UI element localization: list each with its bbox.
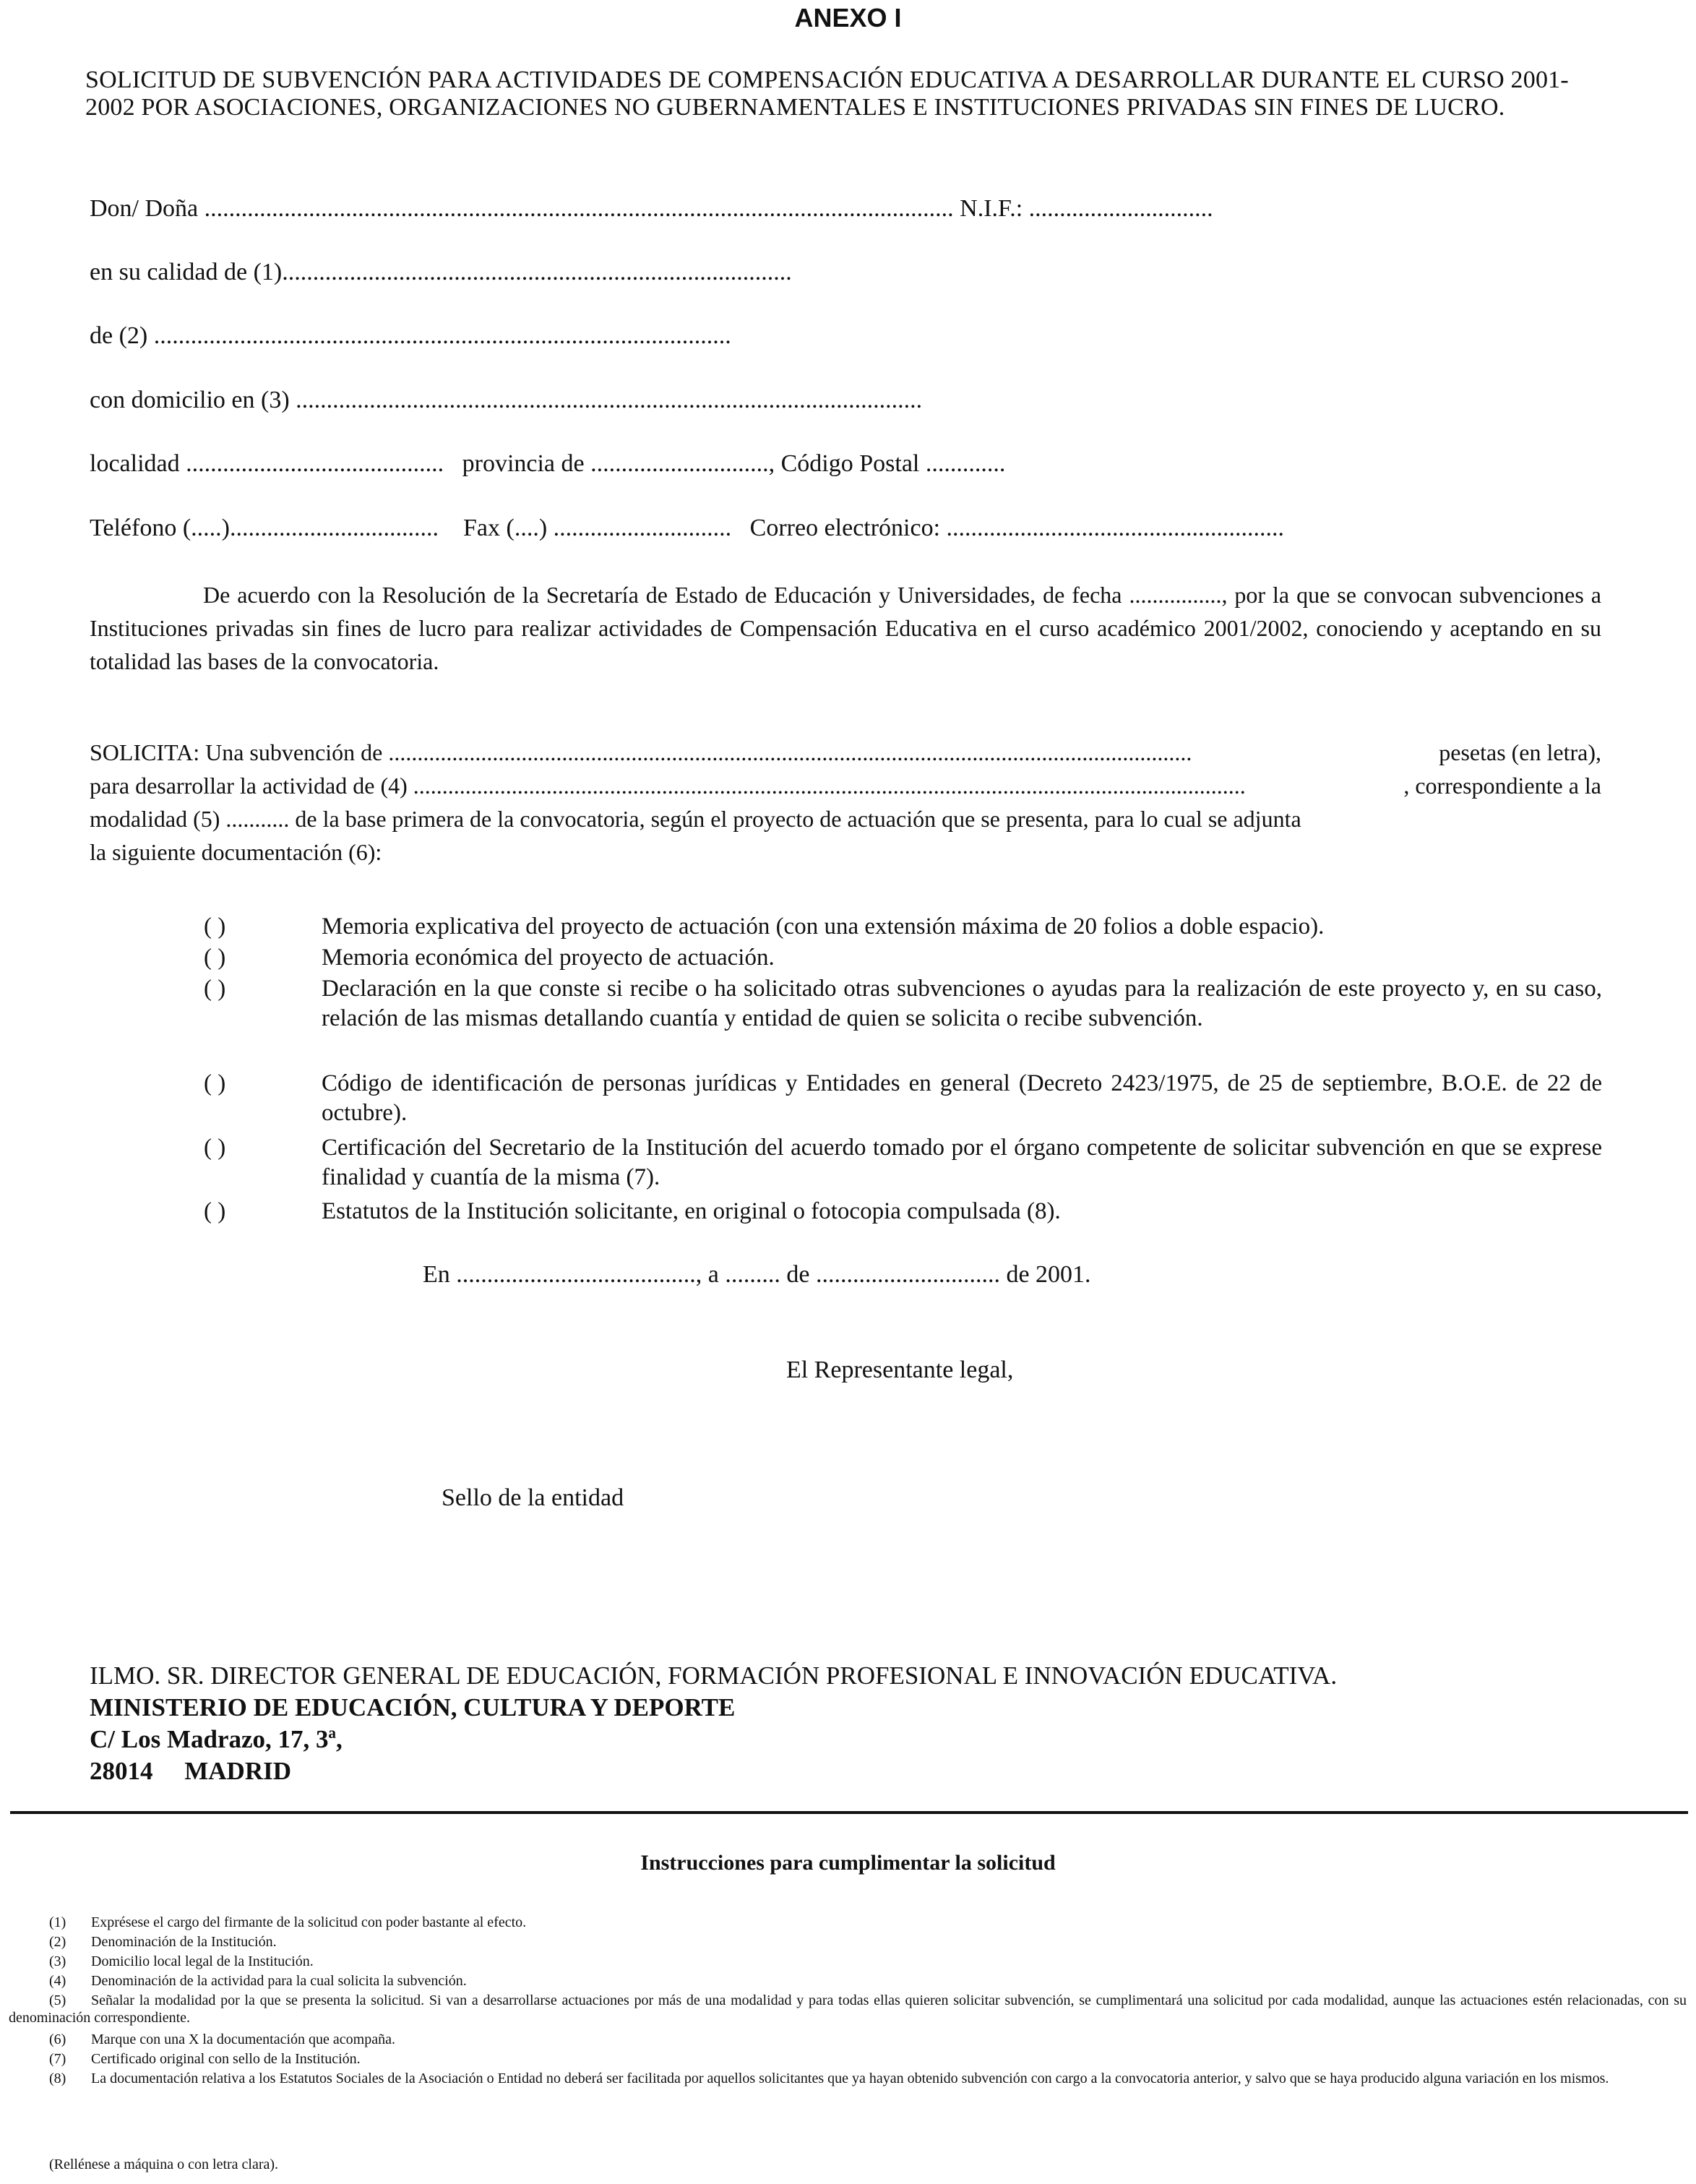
doc-checkbox[interactable]: ( ) [204,976,226,1002]
field-row-domicilio [90,387,922,414]
nif-label: N.I.F.: [960,195,1023,222]
telefono-label: Teléfono (.....) [90,515,230,541]
modalidad-rest-text: de la base primera de la convocatoria, según el proyecto de actuación que se presenta, para lo cual se adjunta [295,806,1301,832]
instruction-note [9,1953,1687,1970]
codigo-postal-field[interactable]: ............. [925,450,1006,477]
pesetas-label: pesetas (en letra), [1439,739,1601,765]
form-heading: SOLICITUD DE SUBVENCIÓN PARA ACTIVIDADES DE COMPENSACIÓN EDUCATIVA A DESARROLLAR DURANTE EL CURSO 2001-2002 POR ASOCIACIONES, ORGANIZACIONES NO GUBERNAMENTALES E INSTITUCIONES PRIVADAS SIN FINES DE LUCRO. [85,66,1569,121]
note-number: (5) [49,1992,66,2008]
modalidad-field[interactable]: ........... [225,806,290,832]
address-postcode: 28014 [90,1757,153,1785]
fax-field[interactable]: ............................. [553,515,732,541]
note-text: Certificado original con sello de la Institución. [91,2051,361,2067]
instruction-note [9,2050,1687,2068]
note-number: (2) [49,1934,66,1950]
doc-text: Código de identificación de personas jurídicas y Entidades en general (Decreto 2423/1975, de 25 de septiembre, B.O.E. de 22 de octubre). [322,1070,1602,1126]
instruction-note [9,2031,1687,2048]
date-year-label: de 2001. [1006,1261,1091,1288]
note-number: (1) [49,1914,66,1930]
provincia-field[interactable]: ............................. [590,450,769,477]
date-en-label: En [423,1261,450,1288]
correo-label: Correo electrónico: [749,515,941,541]
solicita-block [90,736,1601,869]
date-line [423,1261,1091,1289]
desarrollar-label: para desarrollar la actividad de (4) [90,773,408,799]
de-label: de (2) [90,322,148,349]
field-row-de [90,322,731,350]
field-row-calidad [90,259,792,286]
annex-title: ANEXO I [794,3,902,33]
doc-text: Memoria explicativa del proyecto de actuación (con una extensión máxima de 20 folios a doble espacio). [322,913,1325,940]
note-number: (3) [49,1953,66,1969]
siguiente-documentacion-text: la siguiente documentación (6): [90,839,382,865]
doc-text: Certificación del Secretario de la Institución del acuerdo tomado por el órgano competente de solicitar subvención en que se exprese finalidad y cuantía de la misma (7). [322,1135,1602,1190]
note-number: (4) [49,1973,66,1989]
solicita-label: SOLICITA: [90,739,200,765]
doc-checkbox[interactable]: ( ) [204,1070,226,1096]
doc-checkbox[interactable]: ( ) [204,945,226,971]
doc-checkbox[interactable]: ( ) [204,1135,226,1161]
address-line-ministerio: MINISTERIO DE EDUCACIÓN, CULTURA Y DEPORTE [90,1693,736,1721]
modalidad-label: modalidad (5) [90,806,220,832]
doc-item-estatutos [204,1197,1602,1226]
instruction-note [9,1972,1687,1990]
address-city: MADRID [184,1757,292,1785]
note-text: Exprésese el cargo del firmante de la solicitud con poder bastante al efecto. [91,1914,527,1930]
don-dona-field[interactable]: .......................................................................................................................... [204,195,954,222]
sello-entidad: Sello de la entidad [442,1484,624,1511]
note-text: Domicilio local legal de la Institución. [91,1953,314,1969]
actividad-field[interactable]: ................................................................................................................................................ [413,773,1246,799]
instruction-note [9,1933,1687,1951]
instruction-note [9,1914,1687,1931]
doc-checkbox[interactable]: ( ) [204,1198,226,1224]
doc-item-codigo-identificacion [204,1069,1602,1128]
address-line-city [90,1756,291,1787]
una-subvencion-label: Una subvención de [205,739,383,765]
date-a-label: , a [695,1261,719,1288]
note-text: Denominación de la Institución. [91,1934,277,1950]
localidad-field[interactable]: .......................................... [186,450,444,477]
address-line-director: ILMO. SR. DIRECTOR GENERAL DE EDUCACIÓN, FORMACIÓN PROFESIONAL E INNOVACIÓN EDUCATIVA. [90,1661,1338,1690]
localidad-label: localidad [90,450,180,477]
address-line-street: C/ Los Madrazo, 17, 3ª, [90,1725,343,1753]
correspondiente-label: , correspondiente a la [1403,773,1601,799]
date-day-field[interactable]: ......... [725,1261,780,1288]
fax-label: Fax (....) [463,515,548,541]
subvencion-amount-field[interactable]: ........................................................................................................................................... [388,739,1192,765]
doc-item-memoria-economica [204,943,1602,973]
calidad-field[interactable]: ................................................................................... [282,259,792,285]
don-dona-label: Don/ Doña [90,195,199,222]
date-month-field[interactable]: .............................. [815,1261,1000,1288]
note-text: Señalar la modalidad por la que se presenta la solicitud. Si van a desarrollarse actuaciones por más de una modalidad y para todas ellas quieren solicitar subvención, se cumplimentará una solicitud por cada modalidad, aunque las actuaciones estén relacionadas, con su denominación correspondiente. [9,1992,1687,2026]
note-number: (8) [49,2071,66,2086]
calidad-label: en su calidad de (1) [90,259,283,285]
doc-text: Declaración en la que conste si recibe o ha solicitado otras subvenciones o ayudas para la realización de este proyecto y, en su caso, relación de las mismas detallando cuantía y entidad de quien se solicita o recibe subvención. [322,976,1602,1031]
correo-field[interactable]: ....................................................... [946,515,1285,541]
doc-item-declaracion [204,974,1602,1063]
domicilio-field[interactable]: ...................................................................................................... [296,387,923,413]
provincia-label: provincia de [462,450,585,477]
instruction-note [9,1992,1687,2026]
instructions-footer: (Rellénese a máquina o con letra clara). [49,2157,279,2172]
field-row-name [90,195,1213,223]
note-number: (6) [49,2032,66,2047]
note-text: Denominación de la actividad para la cual solicita la subvención. [91,1973,467,1989]
instructions-title: Instrucciones para cumplimentar la solicitud [640,1851,1056,1875]
doc-item-memoria-explicativa [204,912,1602,942]
codigo-postal-label: , Código Postal [768,450,920,477]
field-row-localidad [90,450,1005,478]
note-text: La documentación relativa a los Estatutos Sociales de la Asociación o Entidad no deberá ser facilitada por aquellos solicitantes que ya hayan obtenido subvención con cargo a la convocatoria anterior, y salvo que se haya producido alguna variación en los mismos. [91,2071,1609,2086]
doc-item-certificacion [204,1133,1602,1192]
field-row-contact [90,515,1284,542]
doc-text: Estatutos de la Institución solicitante, en original o fotocopia compulsada (8). [322,1198,1061,1224]
divider-rule [10,1811,1688,1814]
note-text: Marque con una X la documentación que acompaña. [91,2032,395,2047]
domicilio-label: con domicilio en (3) [90,387,290,413]
doc-checkbox[interactable]: ( ) [204,913,226,940]
date-place-field[interactable]: ....................................... [456,1261,696,1288]
doc-text: Memoria económica del proyecto de actuación. [322,945,775,971]
nif-field[interactable]: .............................. [1028,195,1213,222]
instruction-note [9,2070,1687,2087]
note-number: (7) [49,2051,66,2067]
de-field[interactable]: .............................................................................................. [153,322,731,349]
telefono-field[interactable]: .................................. [230,515,439,541]
date-de-label: de [786,1261,810,1288]
representante-legal: El Representante legal, [786,1357,1014,1383]
resolution-paragraph: De acuerdo con la Resolución de la Secretaría de Estado de Educación y Universidades, de fecha ................, por la que se convocan subvenciones a Instituciones privadas sin fines de lucro para realizar actividades de Compensación Educativa en el curso académico 2001/2002, conociendo y aceptando en su totalidad las bases de la convocatoria. [90,582,1601,674]
